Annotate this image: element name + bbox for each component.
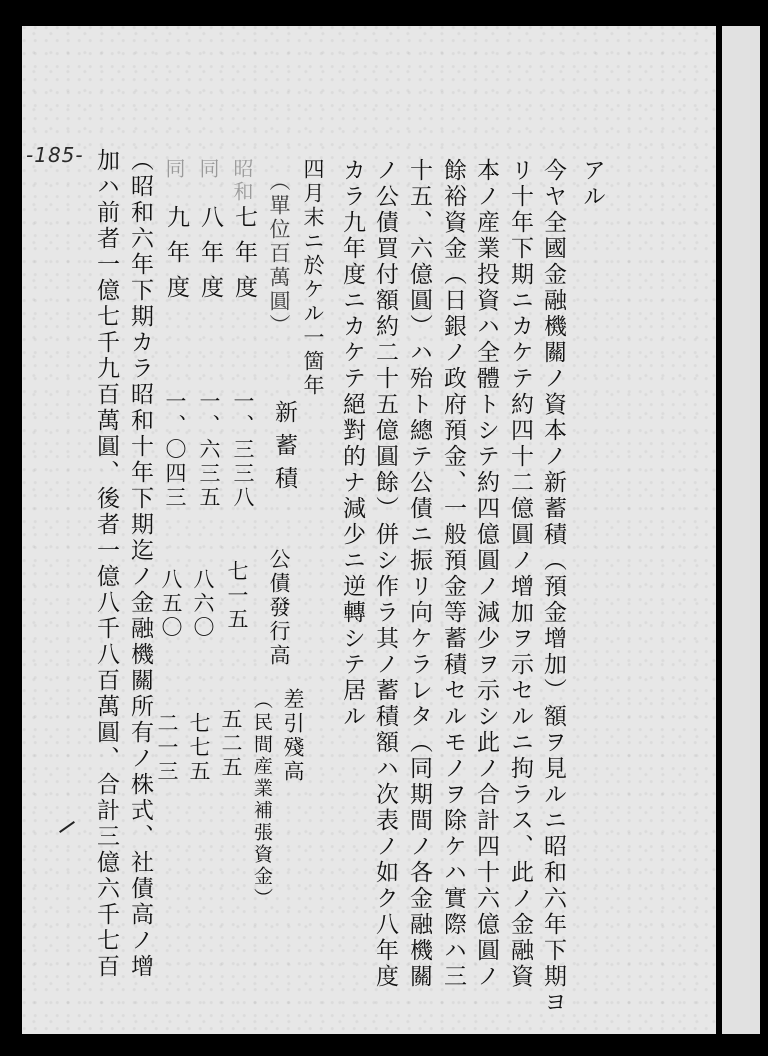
- cell-balance: 五二五: [219, 708, 243, 780]
- text-column: 餘裕資金（日銀ノ政府預金、一般預金等蓄積セルモノヲ除ケハ實際ハ三: [440, 158, 466, 990]
- column-header-balance-note: （民間産業補張資金）: [251, 690, 273, 910]
- text-column: ノ公債買付額約二十五億圓餘）併シ作ラ其ノ蓄積額ハ次表ノ如ク八年度: [372, 158, 398, 990]
- cell-bond-issue: 八五〇: [159, 568, 183, 640]
- cell-bond-issue: 七一五: [225, 560, 249, 632]
- adjacent-page-edge: [722, 26, 760, 1034]
- table-unit-label: （單位百萬圓）: [267, 170, 291, 338]
- cell-new-saving: 一、六三五: [197, 390, 221, 510]
- row-prefix: 同: [196, 158, 220, 181]
- row-year: 九年度: [163, 205, 189, 310]
- column-header-new-saving: 新蓄積: [271, 400, 297, 499]
- text-column: 十五、六億圓）ハ殆ト總テ公債ニ振リ向ケラレタ（同期間ノ各金融機關: [406, 158, 432, 990]
- text-column: カラ九年度ニカケテ絕對的ナ減少ニ逆轉シテ居ル: [339, 158, 365, 730]
- column-header-balance: 差引殘高: [281, 688, 305, 784]
- table-period-header: 四月末ニ於ケル一箇年: [301, 158, 325, 398]
- text-column: 加ハ前者一億七千九百萬圓、後者一億八千八百萬圓、合計三億六千七百: [93, 148, 119, 980]
- text-column: （昭和六年下期カラ昭和十年下期迄ノ金融機關所有ノ株式、社債高ノ增: [127, 148, 153, 980]
- cell-new-saving: 一、三三八: [231, 390, 255, 510]
- cell-bond-issue: 八六〇: [191, 568, 215, 640]
- text-column: 今ヤ全國金融機關ノ資本ノ新蓄積（預金增加）額ヲ見ルニ昭和六年下期ヨ: [540, 158, 566, 1016]
- cell-new-saving: 一、〇四三: [163, 390, 187, 510]
- text-column: アル: [579, 158, 605, 210]
- row-prefix: 昭和: [230, 158, 254, 204]
- page-number-annotation: -185-: [26, 143, 84, 167]
- column-header-bond-issue: 公債發行高: [267, 548, 291, 668]
- cell-balance: 二一三: [155, 712, 179, 784]
- row-year: 七年度: [231, 205, 257, 310]
- text-column: リ十年下期ニカケテ約四十二億圓ノ增加ヲ示セルニ拘ラス、此ノ金融資: [507, 158, 533, 990]
- cell-balance: 七七五: [187, 712, 211, 784]
- row-prefix: 同: [162, 158, 186, 181]
- text-column: 本ノ産業投資ハ全體トシテ約四億圓ノ減少ヲ示シ此ノ合計四十六億圓ノ: [473, 158, 499, 990]
- row-year: 八年度: [197, 205, 223, 310]
